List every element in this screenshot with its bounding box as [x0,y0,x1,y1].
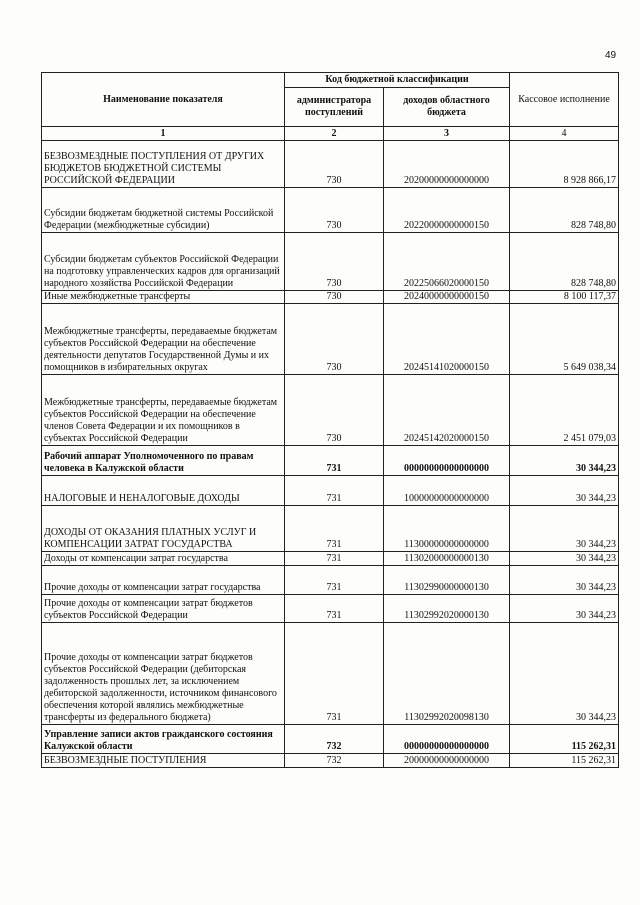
table-row [42,754,619,768]
row-name: Межбюджетные трансферты, передаваемые бюджетам субъектов Российской Федерации на обеспечение деятельности депутатов Государственной Думы и их помощников в избирательных округах [42,304,285,375]
table-row [42,375,619,446]
table-row [42,141,619,188]
row-admin: 731 [285,595,384,623]
col-number-1: 1 [42,127,285,141]
page-number: 49 [605,50,617,61]
row-code: 11300000000000000 [384,506,510,552]
table-row [42,552,619,566]
col-number-3: 3 [384,127,510,141]
row-admin: 730 [285,304,384,375]
table-row [42,476,619,506]
row-name: БЕЗВОЗМЕЗДНЫЕ ПОСТУПЛЕНИЯ [42,754,285,768]
row-name: Прочие доходы от компенсации затрат бюджетов субъектов Российской Федерации (дебиторская задолженность прошлых лет, за исключением дебиторской задолженности, источником финансового обеспечения которой являлись межбюджетные трансферты из федерального бюджета) [42,623,285,725]
row-name: Субсидии бюджетам субъектов Российской Федерации на подготовку управленческих кадров для организаций народного хозяйства Российской Федерации [42,233,285,291]
row-name: Прочие доходы от компенсации затрат государства [42,566,285,595]
table-row [42,291,619,304]
row-amount: 30 344,23 [510,446,619,476]
row-code: 20000000000000000 [384,754,510,768]
row-amount: 30 344,23 [510,506,619,552]
row-name: Управление записи актов гражданского состояния Калужской области [42,725,285,754]
table-row [42,233,619,291]
row-code: 11302990000000130 [384,566,510,595]
row-name: Рабочий аппарат Уполномоченного по правам человека в Калужской области [42,446,285,476]
row-code: 20245142020000150 [384,375,510,446]
row-amount: 8 928 866,17 [510,141,619,188]
row-amount: 2 451 079,03 [510,375,619,446]
row-code: 11302000000000130 [384,552,510,566]
row-code: 20225066020000150 [384,233,510,291]
row-amount: 828 748,80 [510,188,619,233]
row-admin: 731 [285,506,384,552]
row-admin: 732 [285,754,384,768]
row-name: Прочие доходы от компенсации затрат бюджетов субъектов Российской Федерации [42,595,285,623]
table-row [42,623,619,725]
header-income: доходов областного бюджета [384,88,510,127]
budget-table [41,72,619,768]
row-amount: 115 262,31 [510,725,619,754]
row-admin: 731 [285,566,384,595]
row-amount: 30 344,23 [510,623,619,725]
row-admin: 731 [285,476,384,506]
table-row [42,188,619,233]
row-amount: 30 344,23 [510,595,619,623]
row-admin: 730 [285,291,384,304]
row-amount: 115 262,31 [510,754,619,768]
row-admin: 730 [285,188,384,233]
row-name: Межбюджетные трансферты, передаваемые бюджетам субъектов Российской Федерации на обеспечение членов Совета Федерации и их помощников в субъектах Российской Федерации [42,375,285,446]
row-amount: 30 344,23 [510,566,619,595]
header-admin: администратора поступлений [285,88,384,127]
col-number-4: 4 [510,127,619,141]
row-amount: 828 748,80 [510,233,619,291]
row-name: БЕЗВОЗМЕЗДНЫЕ ПОСТУПЛЕНИЯ ОТ ДРУГИХ БЮДЖЕТОВ БЮДЖЕТНОЙ СИСТЕМЫ РОССИЙСКОЙ ФЕДЕРАЦИИ [42,141,285,188]
row-name: НАЛОГОВЫЕ И НЕНАЛОГОВЫЕ ДОХОДЫ [42,476,285,506]
table-row [42,595,619,623]
table-row [42,725,619,754]
row-code: 20245141020000150 [384,304,510,375]
row-name: Иные межбюджетные трансферты [42,291,285,304]
row-amount: 30 344,23 [510,552,619,566]
row-admin: 730 [285,375,384,446]
row-admin: 730 [285,141,384,188]
row-code: 20200000000000000 [384,141,510,188]
row-code: 10000000000000000 [384,476,510,506]
row-name: Доходы от компенсации затрат государства [42,552,285,566]
table-row [42,566,619,595]
col-number-2: 2 [285,127,384,141]
table-row [42,506,619,552]
row-amount: 8 100 117,37 [510,291,619,304]
row-name: ДОХОДЫ ОТ ОКАЗАНИЯ ПЛАТНЫХ УСЛУГ И КОМПЕНСАЦИИ ЗАТРАТ ГОСУДАРСТВА [42,506,285,552]
row-admin: 730 [285,233,384,291]
row-code: 20240000000000150 [384,291,510,304]
row-admin: 731 [285,552,384,566]
row-amount: 30 344,23 [510,476,619,506]
table-row [42,304,619,375]
row-code: 11302992020000130 [384,595,510,623]
row-admin: 732 [285,725,384,754]
row-code: 11302992020098130 [384,623,510,725]
row-amount: 5 649 038,34 [510,304,619,375]
row-name: Субсидии бюджетам бюджетной системы Российской Федерации (межбюджетные субсидии) [42,188,285,233]
row-code: 00000000000000000 [384,446,510,476]
row-code: 00000000000000000 [384,725,510,754]
table-row [42,446,619,476]
header-cash: Кассовое исполнение [510,73,619,127]
header-classification: Код бюджетной классификации [285,73,510,88]
row-code: 20220000000000150 [384,188,510,233]
row-admin: 731 [285,446,384,476]
header-name: Наименование показателя [42,73,285,127]
row-admin: 731 [285,623,384,725]
